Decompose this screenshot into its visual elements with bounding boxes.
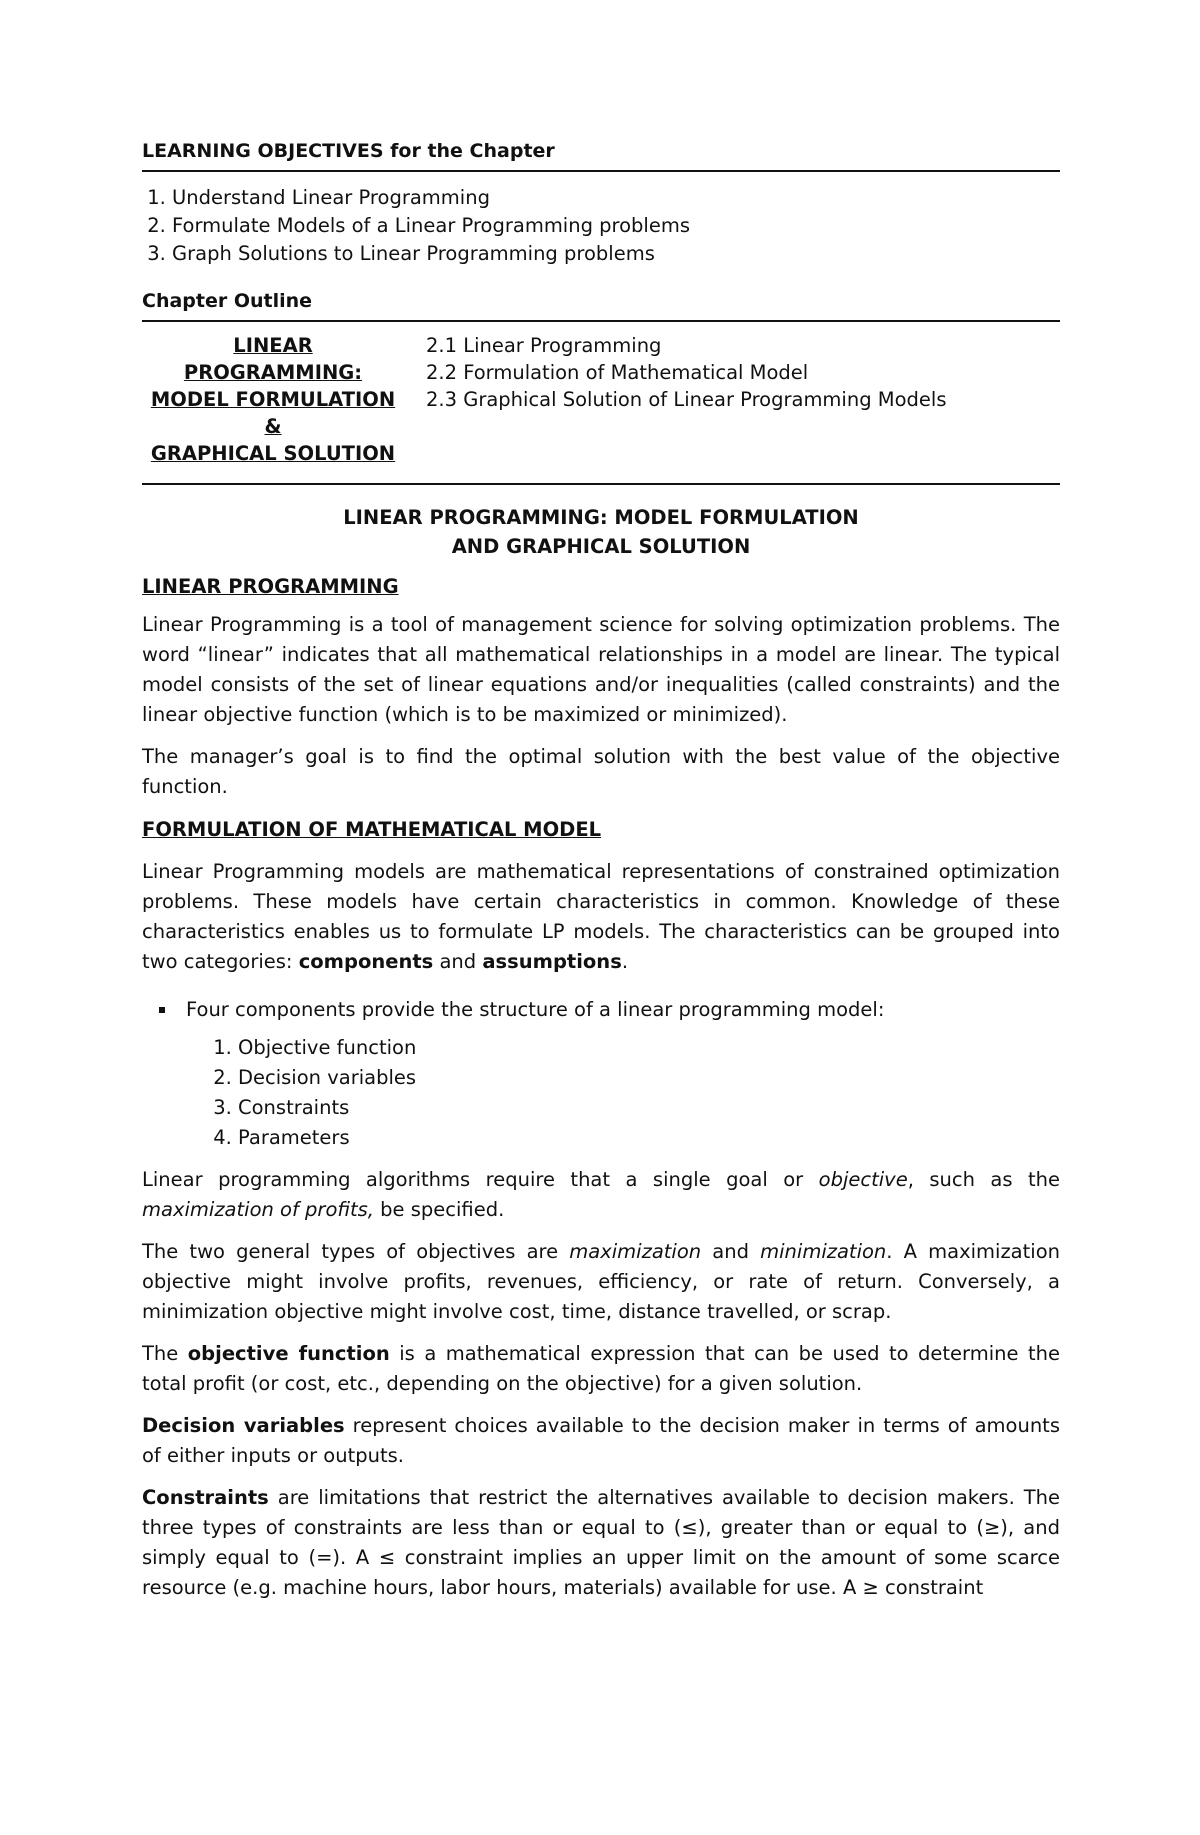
paragraph: The manager’s goal is to find the optimal solution with the best value of the objective function. <box>142 745 1060 798</box>
bold-term: Constraints <box>142 1486 269 1509</box>
paragraph-text: Linear Programming models are mathematical representations of constrained optimization problems. These models have certain characteristics in common. Knowledge of these characteristics enables us to formulate LP models. The characteristics can be grouped into two categories: <box>142 860 1060 973</box>
main-title-line: AND GRAPHICAL SOLUTION <box>451 535 751 558</box>
list-item: 1. Understand Linear Programming <box>172 184 1060 212</box>
outline-section: 2.1 Linear Programming <box>426 334 662 357</box>
bold-term: assumptions <box>482 950 622 973</box>
divider <box>142 483 1060 485</box>
outline-section: 2.3 Graphical Solution of Linear Programming Models <box>426 388 947 411</box>
bold-term: components <box>298 950 434 973</box>
list-item: 4. Parameters <box>238 1123 1060 1153</box>
italic-term: minimization <box>760 1240 887 1263</box>
chapter-outline <box>142 332 1060 467</box>
outline-section: 2.2 Formulation of Mathematical Model <box>426 361 809 384</box>
chapter-outline-title: Chapter Outline <box>142 290 313 312</box>
bold-term: Decision variables <box>142 1414 345 1437</box>
italic-term: maximization <box>569 1240 702 1263</box>
list-item: 1. Objective function <box>238 1033 1060 1063</box>
section-heading: LINEAR PROGRAMMING <box>142 575 399 598</box>
paragraph-text: and <box>433 950 483 973</box>
paragraph-text: and <box>701 1240 761 1263</box>
list-item: 2. Decision variables <box>238 1063 1060 1093</box>
divider <box>142 320 1060 322</box>
outline-topic-line: MODEL FORMULATION <box>150 388 396 411</box>
paragraph-text: be specified. <box>373 1198 505 1221</box>
outline-topic-line: LINEAR PROGRAMMING: <box>183 334 363 384</box>
paragraph-text: is a mathematical expression that can be used to determine the total profit (or cost, etc., depending on the objective) for a given solution. <box>142 1342 1061 1395</box>
learning-objectives-title: LEARNING OBJECTIVES for the Chapter <box>142 140 555 162</box>
page-content <box>142 140 1060 1603</box>
bullet-list <box>142 995 1060 1025</box>
paragraph <box>142 1483 1060 1603</box>
section-heading: FORMULATION OF MATHEMATICAL MODEL <box>142 818 602 841</box>
list-item: 3. Constraints <box>238 1093 1060 1123</box>
divider <box>142 170 1060 172</box>
paragraph-text: . <box>621 950 629 973</box>
outline-topic <box>142 332 404 467</box>
paragraph <box>142 1411 1060 1471</box>
italic-term: objective <box>818 1168 908 1191</box>
paragraph-text: represent choices available to the decision maker in terms of amounts of either inputs or outputs. <box>142 1414 1060 1467</box>
paragraph <box>142 1339 1060 1399</box>
main-title <box>142 503 1060 561</box>
italic-term: maximization of profits, <box>142 1198 374 1221</box>
outline-topic-line: GRAPHICAL SOLUTION <box>150 442 396 465</box>
paragraph-text: , such as the <box>907 1168 1060 1191</box>
paragraph-text: The <box>142 1342 188 1365</box>
list-item: 3. Graph Solutions to Linear Programming problems <box>172 240 1060 268</box>
paragraph-text: The two general types of objectives are <box>142 1240 570 1263</box>
paragraph <box>142 1237 1060 1327</box>
paragraph-text: Linear programming algorithms require that a single goal or <box>142 1168 819 1191</box>
components-list <box>142 1033 1060 1153</box>
paragraph-text: are limitations that restrict the alternatives available to decision makers. The three types of constraints are less than or equal to (≤), greater than or equal to (≥), and simply equal to (=). A ≤ constraint implies an upper limit on the amount of some scarce resource (e.g. machine hours, labor hours, materials) available for use. A ≥ constraint <box>142 1486 1060 1599</box>
list-item: ▪ Four components provide the structure of a linear programming model: <box>178 995 1060 1025</box>
outline-sections <box>404 332 947 467</box>
list-item: 2. Formulate Models of a Linear Programming problems <box>172 212 1060 240</box>
objectives-list <box>142 184 1060 268</box>
main-title-line: LINEAR PROGRAMMING: MODEL FORMULATION <box>343 506 859 529</box>
paragraph <box>142 1165 1060 1225</box>
paragraph: Linear Programming is a tool of management science for solving optimization problems. The word “linear” indicates that all mathematical relationships in a model are linear. The typical model consists of the set of linear equations and/or inequalities (called constraints) and the linear objective function (which is to be maximized or minimized). <box>142 613 1060 726</box>
bold-term: objective function <box>187 1342 390 1365</box>
paragraph-text: . A maximization objective might involve profits, revenues, efficiency, or rate of return. Conversely, a minimization objective might involve cost, time, distance travelled, or scrap. <box>142 1240 1060 1323</box>
outline-topic-line: & <box>264 415 282 438</box>
paragraph <box>142 857 1060 977</box>
